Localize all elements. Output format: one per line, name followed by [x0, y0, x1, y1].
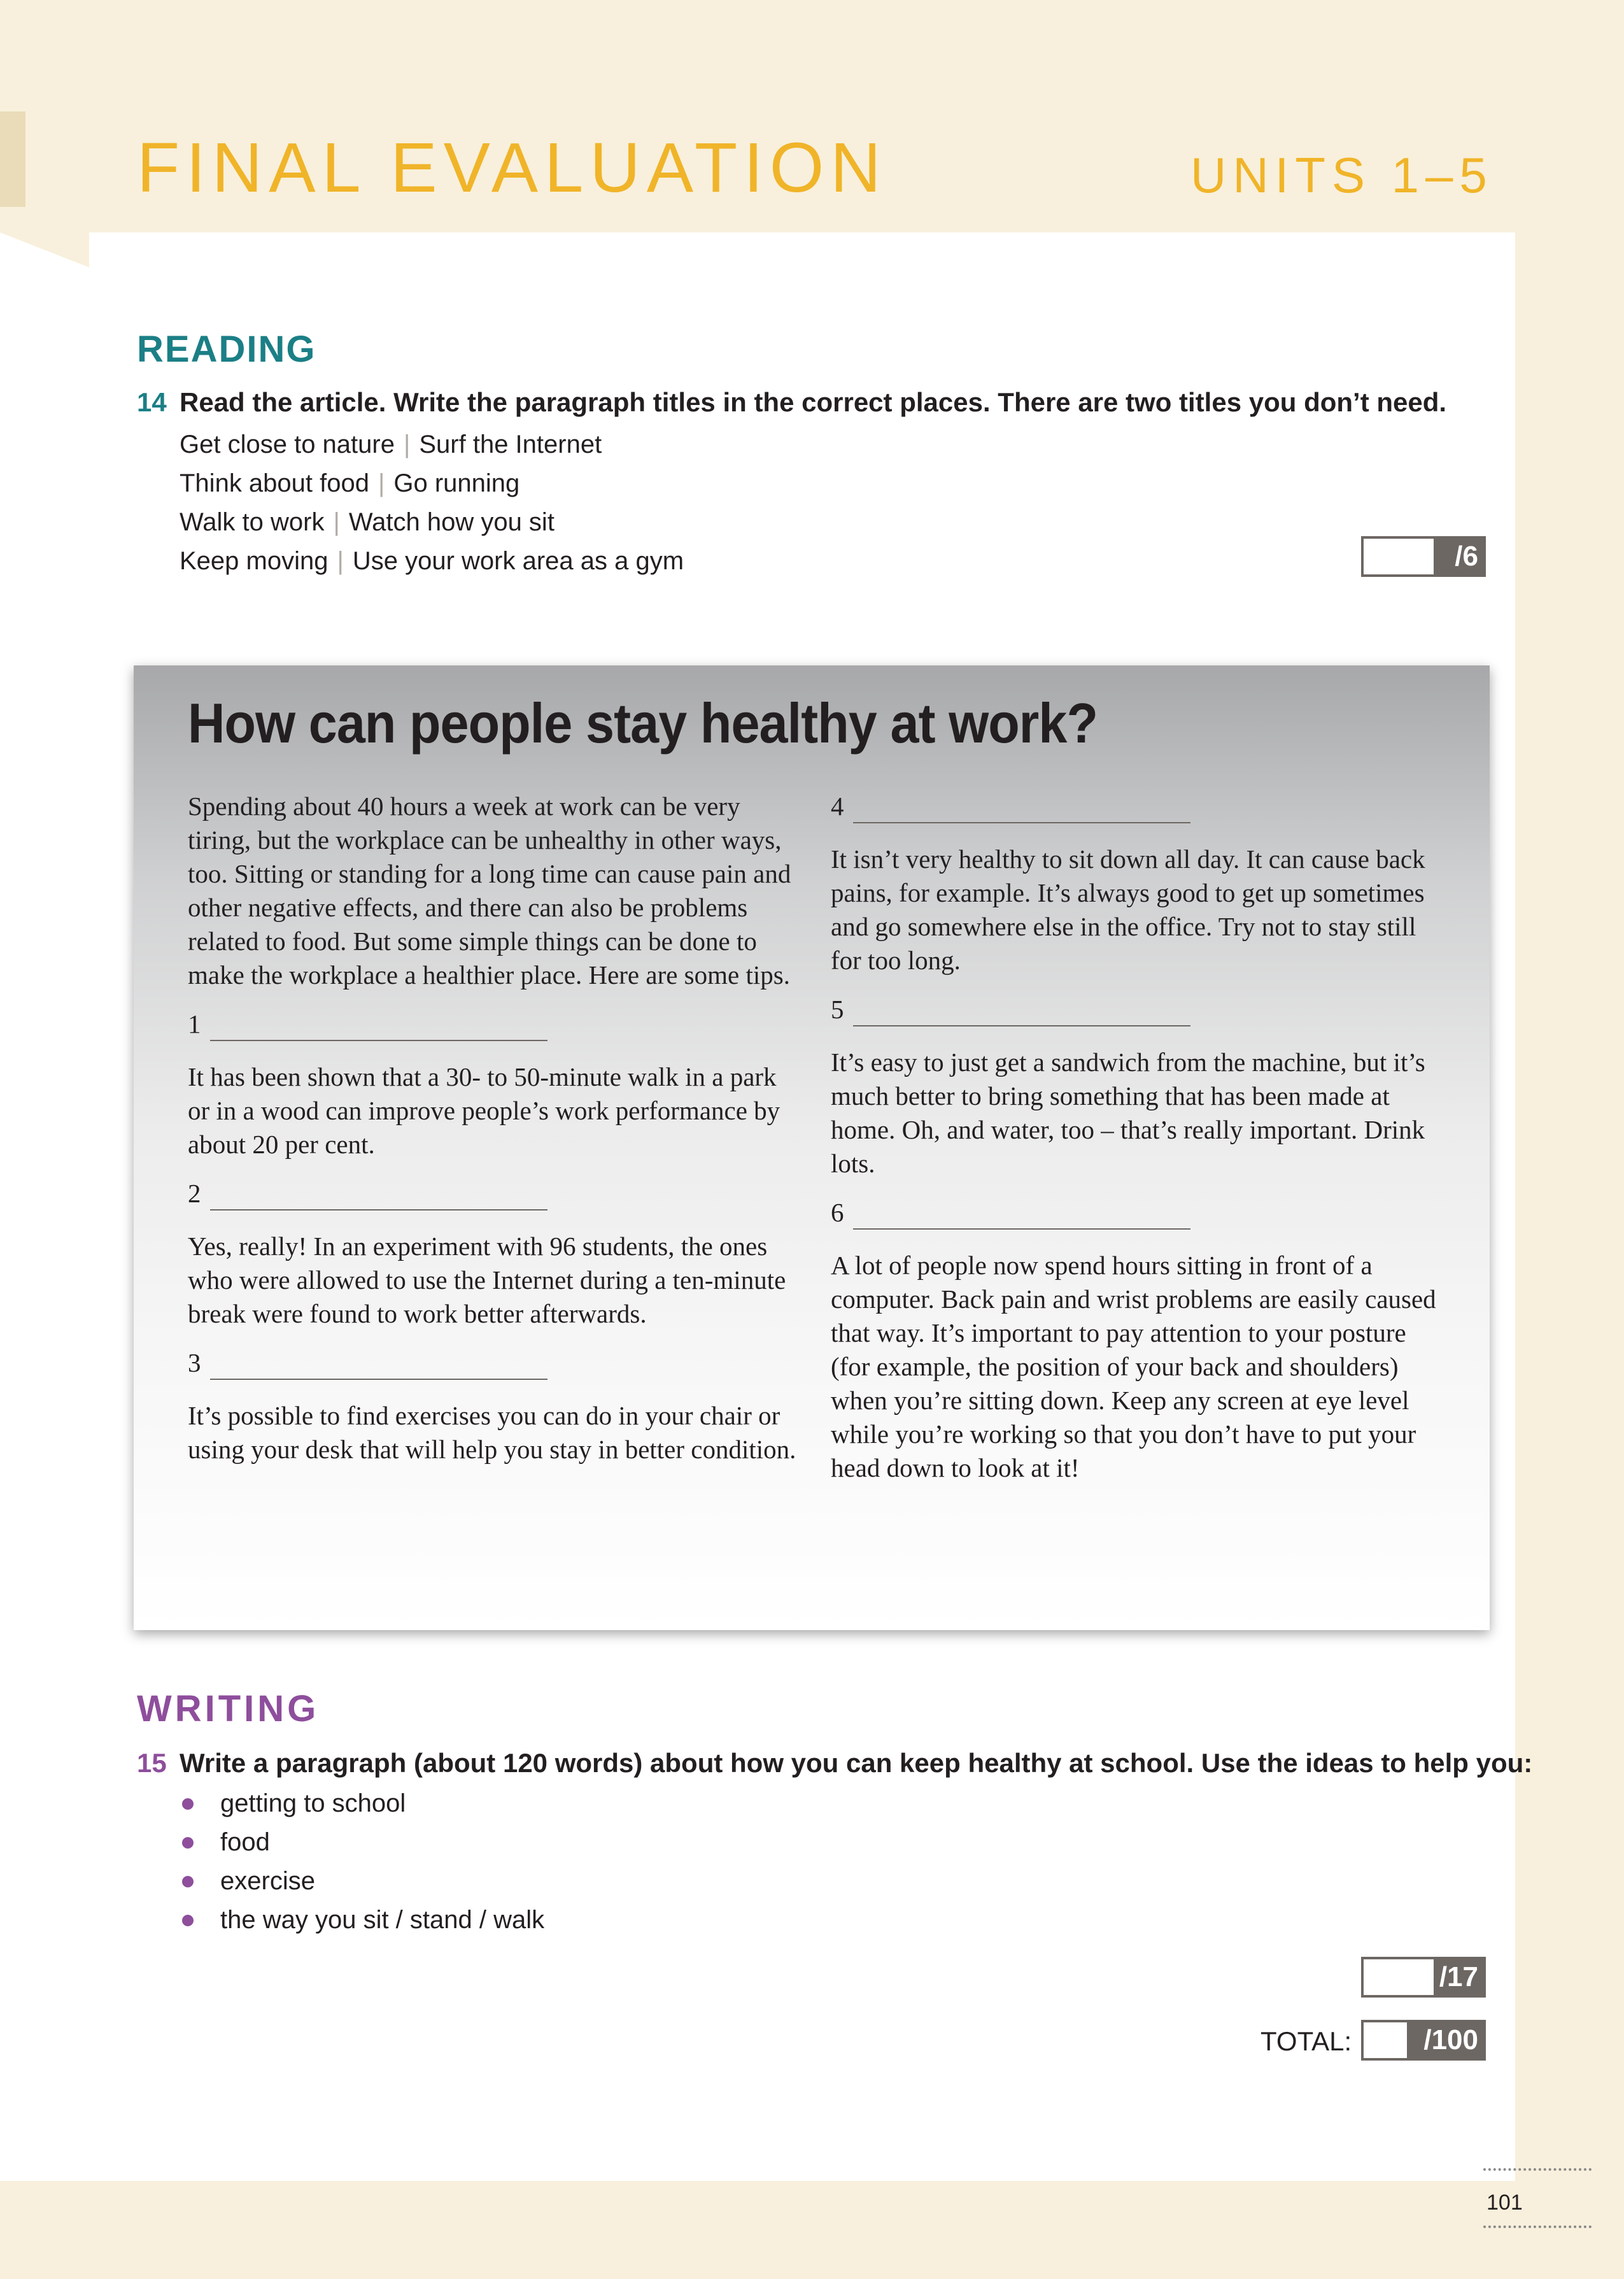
- separator: |: [403, 430, 411, 458]
- page-number-rule-bottom: [1483, 2226, 1592, 2228]
- reading-score-total: /6: [1434, 539, 1483, 574]
- bullet-icon: [182, 1798, 194, 1810]
- title-options-row: [180, 542, 684, 581]
- page-number-rule-top: [1483, 2168, 1592, 2171]
- answer-line[interactable]: [853, 1006, 1190, 1026]
- paragraph-number: 4: [831, 792, 844, 821]
- paragraph-title-blank[interactable]: [831, 1196, 1442, 1230]
- title-options-list: [180, 425, 684, 581]
- answer-line[interactable]: [210, 1360, 547, 1380]
- paragraph-number: 2: [188, 1179, 201, 1208]
- page-tab: [0, 111, 25, 207]
- idea-text: food: [220, 1828, 270, 1856]
- total-label: TOTAL:: [1260, 2026, 1352, 2056]
- paragraph-text: Yes, really! In an experiment with 96 students, the ones who were allowed to use the Internet during a ten-minute break were found to work better afterwards.: [188, 1232, 786, 1328]
- paragraph-number: 3: [188, 1348, 201, 1377]
- idea-text: getting to school: [220, 1789, 406, 1817]
- paragraph-title-blank[interactable]: [188, 1346, 799, 1380]
- paragraph-number: 6: [831, 1198, 844, 1227]
- title-option: Keep moving: [180, 547, 328, 575]
- page-title: FINAL EVALUATION: [137, 129, 887, 207]
- idea-text: exercise: [220, 1867, 315, 1895]
- title-options-row: [180, 503, 684, 542]
- idea-text: the way you sit / stand / walk: [220, 1906, 545, 1934]
- title-option: Surf the Internet: [419, 430, 602, 458]
- right-margin-band: [1515, 0, 1624, 2279]
- header-corner: [0, 232, 89, 267]
- question-number: 15: [137, 1748, 167, 1778]
- reading-heading: READING: [137, 329, 316, 370]
- article-right-column: [831, 790, 1442, 1485]
- paragraph-title-blank[interactable]: [188, 1177, 799, 1210]
- article-title: How can people stay healthy at work?: [188, 692, 1098, 755]
- separator: |: [333, 508, 340, 536]
- article-left-column: [188, 790, 799, 1466]
- answer-line[interactable]: [210, 1190, 547, 1210]
- page-number: 101: [1486, 2190, 1523, 2215]
- bullet-icon: [182, 1876, 194, 1887]
- question-number: 14: [137, 387, 167, 417]
- paragraph-number: 1: [188, 1009, 201, 1039]
- list-item: [180, 1784, 544, 1823]
- separator: |: [337, 547, 344, 575]
- article-box: [134, 665, 1490, 1630]
- bullet-icon: [182, 1915, 194, 1926]
- list-item: [180, 1862, 544, 1901]
- writing-heading: WRITING: [137, 1688, 320, 1729]
- paragraph-text: A lot of people now spend hours sitting in front of a computer. Back pain and wrist problems are easily caused that way. It’s important to pay attention to your posture (for example, the position of your back and shoulders) when you’re sitting down. Keep any screen at eye level while you’re working so that you don’t have to put your head down to look at it!: [831, 1251, 1436, 1482]
- question-instruction: Write a paragraph (about 120 words) about how you can keep healthy at school. Use the ideas to help you:: [180, 1748, 1533, 1778]
- question-instruction: Read the article. Write the paragraph titles in the correct places. There are two titles you don’t need.: [180, 387, 1447, 417]
- title-option: Walk to work: [180, 508, 325, 536]
- paragraph-text: It isn’t very healthy to sit down all day. It can cause back pains, for example. It’s always good to get up sometimes and go somewhere else in the office. Try not to stay still for too long.: [831, 844, 1425, 975]
- title-option: Think about food: [180, 469, 369, 497]
- units-label: UNITS 1–5: [1190, 147, 1493, 203]
- paragraph-title-blank[interactable]: [831, 790, 1442, 823]
- reading-score-box[interactable]: [1361, 536, 1486, 577]
- list-item: [180, 1901, 544, 1940]
- answer-line[interactable]: [853, 803, 1190, 823]
- bullet-icon: [182, 1837, 194, 1849]
- answer-line[interactable]: [210, 1021, 547, 1041]
- total-score-box[interactable]: [1361, 2020, 1486, 2061]
- paragraph-number: 5: [831, 995, 844, 1024]
- paragraph-text: It’s possible to find exercises you can do in your chair or using your desk that will help you stay in better condition.: [188, 1401, 796, 1464]
- total-score: /100: [1407, 2022, 1483, 2058]
- article-intro: Spending about 40 hours a week at work can be very tiring, but the workplace can be unhealthy in other ways, too. Sitting or standing for a long time can cause pain and other negative effects, and there can also be problems related to food. But some simple things can be done to make the workplace a healthier place. Here are some tips.: [188, 792, 791, 990]
- ideas-list: [180, 1784, 544, 1940]
- title-options-row: [180, 425, 684, 464]
- paragraph-title-blank[interactable]: [188, 1007, 799, 1041]
- title-option: Get close to nature: [180, 430, 395, 458]
- title-option: Watch how you sit: [348, 508, 554, 536]
- paragraph-text: It’s easy to just get a sandwich from the machine, but it’s much better to bring something that has been made at home. Oh, and water, too – that’s really important. Drink lots.: [831, 1047, 1425, 1178]
- writing-score-box[interactable]: [1361, 1957, 1486, 1998]
- paragraph-title-blank[interactable]: [831, 993, 1442, 1026]
- title-option: Go running: [393, 469, 520, 497]
- footer-band: [0, 2181, 1624, 2279]
- title-option: Use your work area as a gym: [352, 547, 684, 575]
- title-options-row: [180, 464, 684, 503]
- writing-score-total: /17: [1434, 1959, 1483, 1995]
- list-item: [180, 1823, 544, 1862]
- separator: |: [378, 469, 385, 497]
- paragraph-text: It has been shown that a 30- to 50-minute walk in a park or in a wood can improve people’s work performance by about 20 per cent.: [188, 1062, 780, 1159]
- answer-line[interactable]: [853, 1209, 1190, 1230]
